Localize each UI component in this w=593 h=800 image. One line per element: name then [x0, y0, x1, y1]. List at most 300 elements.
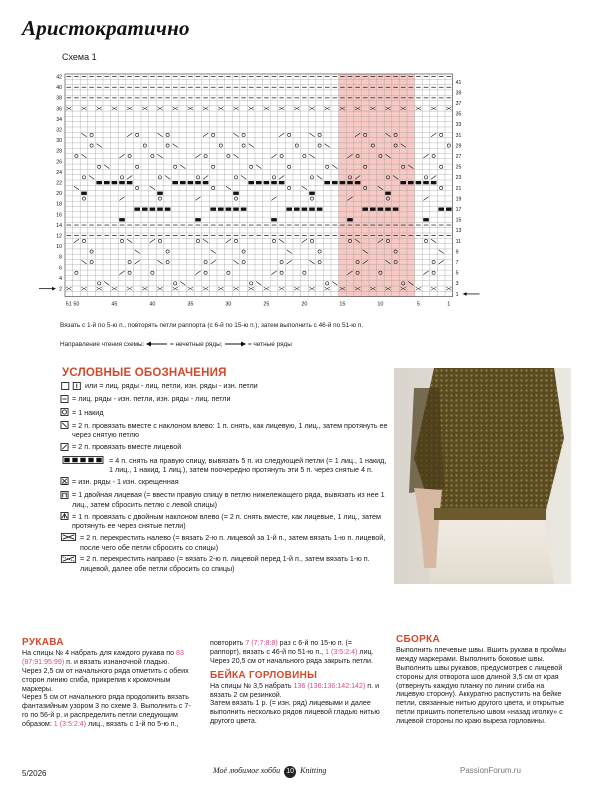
row-label-left: 14 — [56, 222, 62, 229]
sleeves-section — [22, 639, 194, 729]
yarn-over-mark — [288, 186, 291, 189]
yarn-over-mark — [424, 239, 427, 242]
yarn-over-mark — [234, 239, 237, 242]
left-slant-mark — [97, 144, 102, 148]
yarn-over-mark — [295, 144, 298, 147]
sleeves-p1: На спицы № 4 набрать для каждого рукава по — [22, 648, 177, 657]
row-label-right: 19 — [455, 196, 462, 203]
bobble-mark — [248, 181, 254, 184]
magazine-subtitle: Knitting — [300, 766, 327, 775]
left-slant-mark — [157, 154, 162, 158]
bobble-mark — [408, 181, 414, 184]
left-slant-mark — [180, 165, 185, 169]
yarn-over-mark — [440, 186, 443, 189]
legend-item — [60, 442, 390, 453]
yarn-over-mark — [82, 197, 85, 200]
bobble-mark — [332, 181, 338, 184]
yarn-over-mark — [432, 261, 435, 264]
direction-prefix: Направление чтения схемы: — [60, 341, 145, 348]
bobble-mark — [347, 218, 353, 221]
row-label-right: 29 — [455, 143, 462, 150]
yarn-over-mark — [227, 271, 230, 274]
bobble-mark — [195, 181, 201, 184]
row-label-left: 40 — [56, 85, 62, 92]
row-label-left: 38 — [56, 95, 62, 102]
legend-item-text: = 4 п. снять на правую спицу, вывязать 5 п. из следующей петли (= 1 лиц., 1 накид, 1 лиц., 1 накид, 1 лиц.), затем поочередно протянуть эти 5 п. через снятые 4 п. — [109, 455, 387, 475]
yarn-over-mark — [318, 144, 321, 147]
arrow-even-head — [52, 287, 56, 291]
yarn-over-mark — [234, 176, 237, 179]
left-slant-mark — [74, 186, 79, 190]
bobble-mark — [302, 208, 308, 211]
yarn-over-mark — [234, 197, 237, 200]
purl-icon — [60, 394, 72, 405]
yarn-over-mark — [310, 197, 313, 200]
legend-item-text: = 1 двойная лицевая (= ввести правую спицу в петлю нижележащего ряда, вывязать из нее 1 лиц., затем сбросить петлю с левой спицы) — [72, 490, 385, 509]
right-slant-mark — [439, 260, 444, 264]
bobble-mark — [264, 181, 270, 184]
row-label-left: 12 — [56, 233, 62, 240]
bobble-mark — [309, 208, 315, 211]
left-slant-icon — [60, 421, 72, 432]
yarn-over-mark — [280, 271, 283, 274]
bobble-mark — [370, 208, 376, 211]
row-label-left: 20 — [56, 191, 62, 198]
scheme-label: Схема 1 — [62, 52, 97, 62]
bobble-mark — [112, 181, 118, 184]
left-slant-mark — [150, 186, 155, 190]
neck-text — [210, 682, 382, 727]
legend-item-text: = 1 п. провязать с двойным наклоном влево (= 2 п. снять вместе, как лицевые, 1 лиц., затем протянуть ее через снятые петли) — [72, 511, 381, 531]
crossed-purl-icon — [60, 477, 72, 488]
bobble-mark — [157, 192, 163, 195]
yarn-over-mark — [288, 165, 291, 168]
left-slant-mark — [431, 239, 436, 243]
bobble-mark — [165, 208, 171, 211]
yarn-over-mark — [212, 133, 215, 136]
reading-direction — [60, 341, 292, 348]
yarn-over-mark — [440, 165, 443, 168]
legend-item — [60, 394, 390, 405]
yarn-over-mark — [166, 261, 169, 264]
left-slant-mark — [439, 250, 444, 254]
legend-item — [60, 421, 390, 440]
right-slant-mark — [423, 197, 428, 201]
right-slant-mark — [211, 260, 216, 264]
yarn-over-mark — [90, 144, 93, 147]
left-slant-mark — [309, 133, 314, 137]
bobble-mark — [81, 192, 87, 195]
direction-odd: = нечетные ряды; — [169, 341, 223, 348]
right-slant-mark — [127, 176, 132, 180]
row-label-left: 4 — [59, 275, 62, 282]
legend-item — [60, 477, 390, 488]
left-slant-mark — [203, 239, 208, 243]
bobble-mark — [355, 181, 361, 184]
row-label-right: 5 — [455, 270, 459, 277]
sweater-photo — [394, 368, 571, 584]
bobble-mark — [279, 181, 285, 184]
yarn-over-mark — [151, 271, 154, 274]
row-label-right: 9 — [455, 249, 459, 256]
bobble-mark — [233, 192, 239, 195]
bobble-mark — [400, 181, 406, 184]
row-label-right: 27 — [455, 154, 462, 160]
knitting-chart — [28, 66, 462, 312]
right-slant-icon — [60, 442, 72, 453]
sleeves-p3-sizes: 1 (3:5:2:4) — [53, 720, 87, 729]
assembly-heading: СБОРКА — [396, 634, 440, 645]
bobble-mark — [256, 181, 262, 184]
yarn-over-mark — [151, 155, 154, 158]
neck-p2: Затем вязать 1 р. (= изн. ряд) лицевыми и далее выполнить несколько рядов лицевой гладью нитью другого цвета. — [210, 699, 380, 726]
yarn-over-mark — [432, 155, 435, 158]
bobble-mark — [226, 208, 232, 211]
left-slant-mark — [309, 154, 314, 158]
legend-item — [60, 381, 390, 392]
left-slant-mark — [249, 144, 254, 148]
bobble-mark — [127, 181, 133, 184]
row-label-right: 35 — [455, 111, 462, 118]
legend-item-text: = 2 п. перекрестить направо (= вязать 2-ю п. лицевой перед 1-й п., затем вязать 1-ю п. лицевой, далее обе петли сбросить со спицы) — [80, 554, 370, 573]
right-slant-mark — [287, 260, 292, 264]
right-slant-mark — [195, 271, 200, 275]
direction-even: = четные ряды — [248, 341, 292, 348]
yarn-over-mark — [196, 239, 199, 242]
right-slant-mark — [226, 239, 231, 243]
legend-item-text: = 2 п. провязать вместе с наклоном влево: 1 п. снять, как лицевую, 1 лиц., затем протянуть ее через снятую петлю — [72, 420, 388, 440]
right-slant-mark — [119, 271, 124, 275]
left-slant-mark — [157, 133, 162, 137]
left-slant-mark — [325, 144, 330, 148]
right-slant-mark — [271, 197, 276, 201]
bobble-mark — [142, 208, 148, 211]
bobble-mark — [180, 181, 186, 184]
bobble-mark — [324, 181, 330, 184]
col-label: 1 — [447, 301, 451, 308]
left-slant-mark — [81, 260, 86, 264]
bobble-mark — [233, 208, 239, 211]
yarn-over-mark — [318, 261, 321, 264]
middle-p1-cont: раз с 6-й по 15-ю п. (= раппорт), вязать с 46-й по 51-ю п., — [210, 639, 353, 656]
row-label-right: 21 — [455, 185, 462, 192]
row-label-left: 28 — [56, 148, 62, 155]
legend-item-text: или = лиц. ряды - лиц. петли, изн. ряды - изн. петли — [85, 381, 258, 390]
yarn-over-mark — [242, 261, 245, 264]
row-label-right: 1 — [455, 291, 459, 298]
yarn-over-mark — [280, 261, 283, 264]
col-label: 30 — [225, 301, 232, 308]
neck-p1: На спицы № 3,5 набрать — [210, 681, 294, 690]
yarn-over-mark — [196, 176, 199, 179]
col-label: 25 — [263, 301, 270, 308]
yarn-over-mark — [166, 133, 169, 136]
row-label-left: 30 — [56, 138, 62, 145]
right-slant-mark — [271, 154, 276, 158]
row-label-left: 42 — [56, 74, 62, 81]
row-label-right: 3 — [455, 281, 459, 288]
left-slant-mark — [226, 186, 231, 190]
yarn-over-mark — [166, 144, 169, 147]
bobble-mark — [241, 208, 247, 211]
row-label-left: 6 — [59, 265, 62, 272]
bobble-mark — [423, 181, 429, 184]
legend-item — [60, 554, 390, 573]
row-label-right: 7 — [455, 260, 459, 266]
col-label: 35 — [187, 301, 194, 308]
col-label: 45 — [111, 301, 118, 308]
bobble-mark — [347, 181, 353, 184]
left-slant-mark — [233, 260, 238, 264]
row-label-right: 11 — [455, 238, 461, 245]
yarn-over-mark — [174, 282, 177, 285]
middle-section — [210, 639, 382, 726]
right-slant-mark — [203, 176, 208, 180]
sleeves-text — [22, 649, 194, 729]
yarn-over-mark — [98, 282, 101, 285]
left-slant-mark — [89, 176, 94, 180]
bobble-mark — [317, 208, 323, 211]
middle-text — [210, 639, 382, 666]
yarn-over-mark — [432, 271, 435, 274]
bobble-mark — [431, 181, 437, 184]
yarn-over-mark — [204, 155, 207, 158]
left-slant-mark — [241, 176, 246, 180]
yarn-over-mark — [136, 133, 139, 136]
yarn-over-mark — [318, 250, 321, 253]
yarn-over-mark — [272, 239, 275, 242]
double-knit-icon — [60, 490, 72, 501]
left-slant-mark — [317, 176, 322, 180]
right-slant-mark — [119, 154, 124, 158]
yarn-over-mark — [128, 271, 131, 274]
left-slant-mark — [127, 239, 132, 243]
left-slant-mark — [165, 176, 170, 180]
legend-item — [60, 490, 390, 509]
yarn-over-mark — [272, 176, 275, 179]
yarn-over-mark — [90, 261, 93, 264]
left-slant-mark — [173, 144, 178, 148]
bobble-mark — [157, 208, 163, 211]
yarn-over-mark — [440, 133, 443, 136]
col-label: 51 — [65, 301, 72, 308]
bobble-icon — [60, 456, 109, 467]
left-slant-mark — [256, 165, 261, 169]
yarn-over-mark — [143, 144, 146, 147]
legend-item-text: = 2 п. провязать вместе лицевой — [72, 442, 182, 452]
left-slant-mark — [287, 250, 292, 254]
yarn-over-mark — [250, 165, 253, 168]
left-slant-mark — [256, 282, 261, 286]
row-label-left: 36 — [56, 106, 62, 113]
col-label: 50 — [73, 301, 80, 308]
yarn-over-mark — [158, 176, 161, 179]
right-slant-mark — [127, 133, 132, 137]
col-label: 20 — [301, 301, 308, 308]
bobble-mark — [210, 208, 216, 211]
yarn-over-mark — [75, 271, 78, 274]
bobble-mark — [446, 208, 452, 211]
col-label: 5 — [416, 301, 420, 308]
right-slant-mark — [119, 197, 124, 201]
bobble-mark — [119, 181, 125, 184]
left-slant-mark — [104, 165, 109, 169]
right-slant-mark — [302, 239, 307, 243]
row-label-left: 26 — [56, 159, 62, 166]
left-slant-mark — [180, 282, 185, 286]
yarn-over-mark — [424, 176, 427, 179]
row-label-left: 8 — [59, 254, 62, 261]
chart-instruction: Вязать с 1-й по 5-ю п., повторять петли раппорта (с 6-й по 15-ю п.), затем выполнить с 46-й по 51-ю п. — [60, 322, 364, 329]
bobble-mark — [286, 208, 292, 211]
row-label-right: 13 — [455, 228, 462, 235]
yarn-over-mark — [136, 165, 139, 168]
bobble-mark — [195, 218, 201, 221]
right-slant-mark — [279, 133, 284, 137]
left-slant-mark — [157, 260, 162, 264]
cross-right-icon — [60, 554, 80, 565]
yarn-over-icon — [60, 408, 72, 419]
legend-item-text: = 1 накид — [72, 407, 104, 417]
legend-item — [60, 456, 390, 475]
right-slant-mark — [74, 239, 79, 243]
row-label-right: 41 — [455, 79, 462, 86]
arrow-left-icon — [146, 341, 168, 347]
bobble-mark — [378, 208, 384, 211]
bobble-mark — [340, 181, 346, 184]
left-slant-mark — [279, 239, 284, 243]
bobble-mark — [416, 181, 422, 184]
right-slant-mark — [423, 271, 428, 275]
arrow-right-icon — [224, 341, 246, 347]
bobble-mark — [119, 218, 125, 221]
row-label-right: 25 — [455, 164, 462, 171]
left-slant-mark — [332, 165, 337, 169]
assembly-section — [396, 636, 574, 726]
arrow-odd-head — [463, 292, 467, 296]
row-label-right: 17 — [455, 207, 462, 213]
bobble-mark — [203, 181, 209, 184]
middle-p2: Через 20,5 см от начального ряда закрыть петли. — [210, 656, 373, 665]
bobble-mark — [271, 218, 277, 221]
legend-title: УСЛОВНЫЕ ОБОЗНАЧЕНИЯ — [62, 367, 227, 379]
yarn-over-mark — [204, 271, 207, 274]
yarn-over-mark — [212, 165, 215, 168]
yarn-over-mark — [128, 261, 131, 264]
bobble-mark — [271, 181, 277, 184]
neck-heading: БЕЙКА ГОРЛОВИНЫ — [210, 669, 318, 681]
sleeves-p2: Через 2,5 см от начального ряда отметить с обеих сторон линию сгиба, прикрепив к кромочным маркеры. — [22, 666, 189, 693]
yarn-over-mark — [326, 282, 329, 285]
magazine-footer — [213, 766, 326, 778]
row-label-left: 16 — [56, 212, 62, 219]
yarn-over-mark — [242, 250, 245, 253]
yarn-over-mark — [227, 155, 230, 158]
row-label-left: 34 — [56, 116, 62, 123]
sleeves-p3: Через 5 см от начального ряда продолжить вязать фантазийным узором 3 по схеме 3. Выполнить с 7-го по 56-й р. и распределить петли следующим образом: — [22, 693, 191, 729]
left-slant-mark — [332, 282, 337, 286]
left-slant-mark — [309, 260, 314, 264]
yarn-over-mark — [98, 165, 101, 168]
right-slant-mark — [203, 133, 208, 137]
yarn-over-mark — [166, 250, 169, 253]
middle-p1-end: лиц. — [357, 647, 374, 656]
left-slant-mark — [81, 133, 86, 137]
row-label-right: 33 — [455, 122, 462, 129]
bobble-mark — [150, 208, 156, 211]
yarn-over-mark — [447, 144, 450, 147]
left-slant-mark — [211, 250, 216, 254]
yarn-over-mark — [174, 165, 177, 168]
left-slant-mark — [135, 250, 140, 254]
magazine-name: Моё любимое хобби — [213, 766, 281, 775]
yarn-over-mark — [242, 144, 245, 147]
neck-p1-sizes: 136 (136:136:142:142) — [293, 681, 366, 690]
assembly-text: Выполнить плечевые швы. Вшить рукава в проймы между маркерами. Выполнить боковые швы. Выполнить швы рукавов, предусмотрев с лицевой стороны для отворота шов длиной 3,5 см от края (отвернуть каждую планку по линии сгиба на лицевую сторону). Аккуратно распустить на бейке петли, связанные нитью другого цвета, и открытые петли пришить попетельно швом «назад иголку» с лицевой стороны по краю выреза горловины. — [396, 645, 566, 726]
row-label-right: 23 — [455, 175, 462, 182]
row-label-right: 15 — [455, 217, 462, 224]
yarn-over-mark — [158, 239, 161, 242]
yarn-over-mark — [250, 282, 253, 285]
yarn-over-mark — [303, 155, 306, 158]
yarn-over-mark — [204, 261, 207, 264]
row-label-right: 37 — [455, 101, 462, 107]
legend-item — [60, 533, 390, 552]
yarn-over-mark — [326, 165, 329, 168]
yarn-over-mark — [219, 144, 222, 147]
left-slant-mark — [104, 282, 109, 286]
cross-left-icon — [60, 533, 80, 544]
right-slant-mark — [195, 154, 200, 158]
yarn-over-mark — [310, 176, 313, 179]
row-label-left: 10 — [56, 244, 62, 251]
yarn-over-mark — [280, 155, 283, 158]
bobble-mark — [309, 192, 315, 195]
bobble-mark — [362, 208, 368, 211]
yarn-over-mark — [303, 271, 306, 274]
yarn-over-mark — [82, 176, 85, 179]
right-slant-mark — [431, 133, 436, 137]
right-slant-mark — [423, 154, 428, 158]
double-decrease-icon — [60, 512, 72, 523]
sleeves-heading: РУКАВА — [22, 637, 64, 648]
bobble-mark — [188, 181, 194, 184]
legend-item — [60, 512, 390, 531]
right-slant-mark — [279, 176, 284, 180]
sleeves-p3-end: лиц., вязать с 1-й по 5-ю п., — [86, 720, 179, 729]
bobble-mark — [104, 181, 110, 184]
bobble-mark — [134, 208, 140, 211]
middle-p1-sizes: 7 (7:7:8:8) — [245, 639, 278, 647]
yarn-over-mark — [242, 133, 245, 136]
bobble-mark — [294, 208, 300, 211]
yarn-over-mark — [318, 133, 321, 136]
middle-p1: повторить — [210, 639, 246, 647]
right-slant-mark — [135, 260, 140, 264]
yarn-over-mark — [128, 155, 131, 158]
issue-number: 5/2026 — [22, 769, 47, 778]
row-label-left: 2 — [59, 286, 62, 293]
row-label-left: 18 — [56, 201, 62, 208]
page-number: 10 — [284, 766, 296, 778]
right-slant-mark — [431, 176, 436, 180]
yarn-over-mark — [120, 239, 123, 242]
legend-item-text: = изн. ряды - 1 изн. скрещенная — [72, 476, 179, 486]
col-label: 40 — [149, 301, 156, 308]
row-label-right: 31 — [455, 132, 462, 139]
yarn-over-mark — [158, 197, 161, 200]
row-label-left: 32 — [56, 127, 62, 134]
